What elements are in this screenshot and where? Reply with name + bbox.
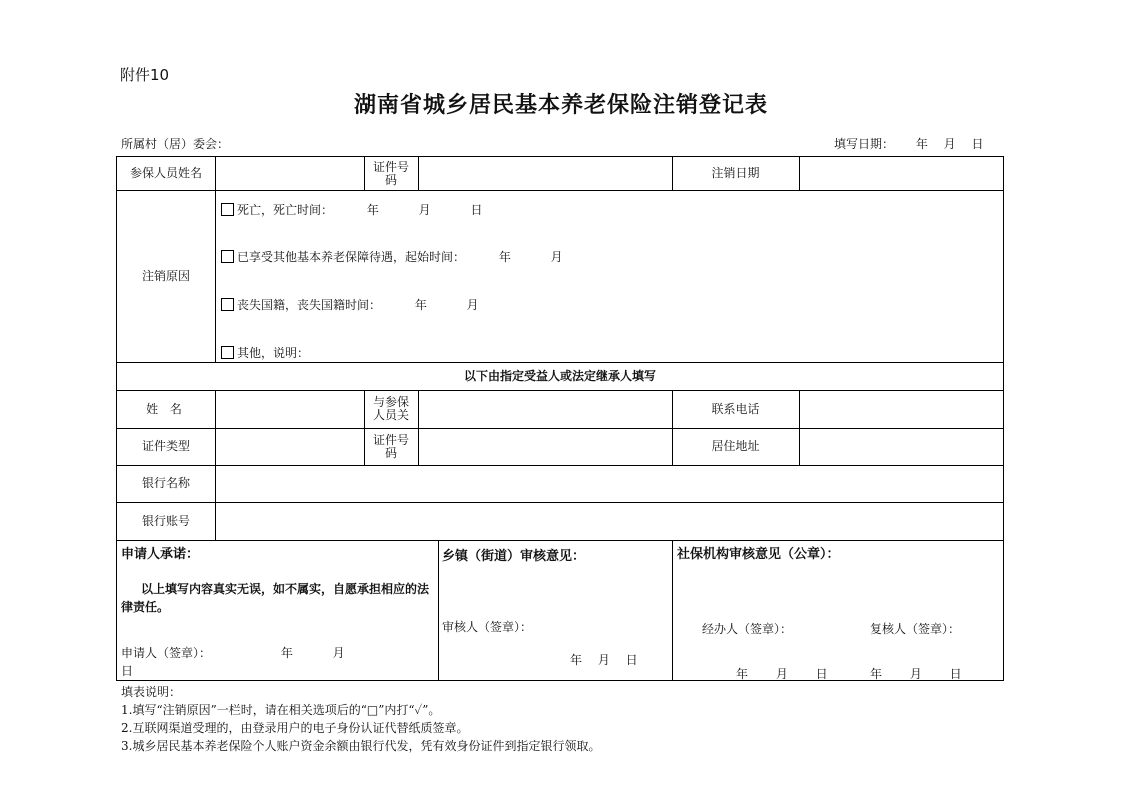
village-committee-label: 所属村（居）委会： <box>121 137 230 151</box>
town-review-title: 乡镇（街道）审核意见： <box>442 549 586 564</box>
beneficiary-name-label: 姓 名 <box>146 401 186 416</box>
cancel-date-field[interactable] <box>799 157 1003 190</box>
bank-account-label: 银行账号 <box>141 513 190 528</box>
reason-option-lost-nationality[interactable]: 丧失国籍，丧失国籍时间： 年 月 <box>221 296 479 313</box>
checker-date: 年 月 日 <box>870 667 962 681</box>
beneficiary-name-field[interactable] <box>215 390 364 428</box>
bank-name-label: 银行名称 <box>141 476 190 490</box>
applicant-statement: 以上填写内容真实无误，如不属实，自愿承担相应的法律责任。 <box>121 582 430 614</box>
checkbox[interactable] <box>221 203 234 216</box>
beneficiary-id-field[interactable] <box>418 428 672 465</box>
id-number-label: 证件号码 <box>372 159 409 187</box>
relation-label: 与参保人员关 <box>372 395 409 422</box>
applicant-signature: 申请人（签章）： 年 月 <box>121 646 345 660</box>
phone-label: 联系电话 <box>711 401 760 416</box>
checkbox[interactable] <box>221 250 234 263</box>
social-review-title: 社保机构审核意见（公章）： <box>677 547 840 562</box>
note-item: 1.填写“注销原因”一栏时，请在相关选项后的“□”内打“✓”。 <box>121 703 441 717</box>
note-item: 3.城乡居民基本养老保险个人账户资金余额由银行代发，凭有效身份证件到指定银行领取。 <box>121 739 601 753</box>
cancel-date-label: 注销日期 <box>711 166 760 180</box>
checkbox[interactable] <box>221 346 234 359</box>
address-field[interactable] <box>799 428 1003 465</box>
id-type-field[interactable] <box>215 428 364 465</box>
handler-signature: 经办人（签章）： <box>702 622 793 636</box>
insured-name-field[interactable] <box>215 157 364 190</box>
form-title: 湖南省城乡居民基本养老保险注销登记表 <box>353 92 768 118</box>
beneficiary-section-title: 以下由指定受益人或法定继承人填写 <box>463 368 656 383</box>
id-number-field[interactable] <box>418 157 672 190</box>
insured-name-label: 参保人员姓名 <box>129 166 202 180</box>
reason-option-other-pension[interactable]: 已享受其他基本养老保障待遇，起始时间： 年 月 <box>221 248 563 265</box>
note-item: 2.互联网渠道受理的，由登录用户的电子身份认证代替纸质签章。 <box>121 721 469 735</box>
cancel-reason-label: 注销原因 <box>141 268 190 283</box>
town-review-date: 年 月 日 <box>570 653 638 667</box>
handler-date: 年 月 日 <box>736 667 828 681</box>
address-label: 居住地址 <box>711 439 760 453</box>
fill-date-label: 填写日期： 年 月 日 <box>834 137 984 151</box>
reason-option-death[interactable]: 死亡，死亡时间： 年 月 日 <box>221 201 482 218</box>
reason-option-other[interactable]: 其他，说明： <box>221 344 309 361</box>
attachment-label: 附件10 <box>120 66 170 84</box>
notes-title: 填表说明： <box>121 685 182 699</box>
checkbox[interactable] <box>221 298 234 311</box>
phone-field[interactable] <box>799 390 1003 428</box>
bank-account-field[interactable] <box>215 502 1003 540</box>
relation-field[interactable] <box>418 390 672 428</box>
applicant-day: 日 <box>121 664 134 678</box>
beneficiary-id-label: 证件号码 <box>372 432 409 460</box>
bank-name-field[interactable] <box>215 465 1003 502</box>
id-type-label: 证件类型 <box>141 439 190 453</box>
applicant-promise-title: 申请人承诺： <box>121 547 200 562</box>
checker-signature: 复核人（签章）： <box>870 622 961 636</box>
town-reviewer-signature: 审核人（签章）： <box>442 620 533 634</box>
